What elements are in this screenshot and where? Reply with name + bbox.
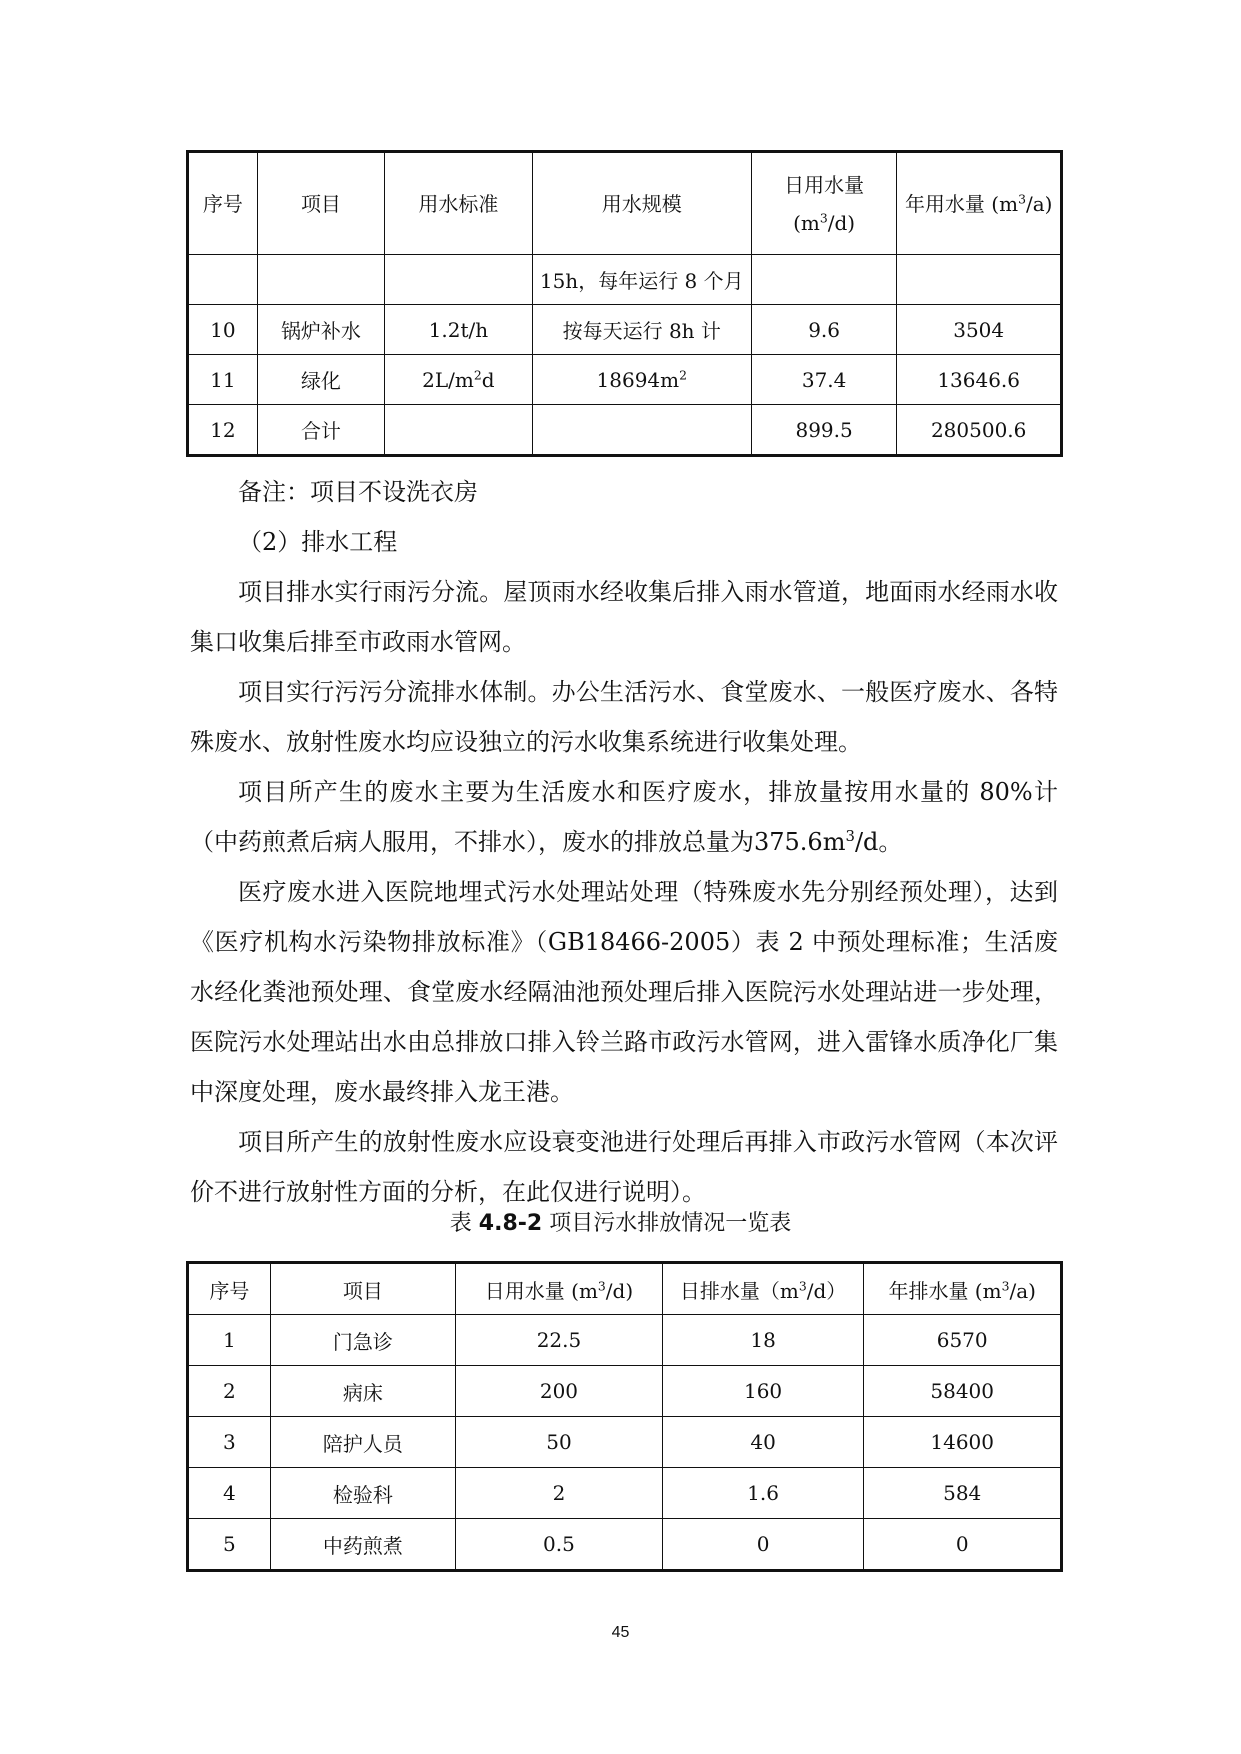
table-row (188, 405, 1062, 456)
cell-item: 中药煎煮 (270, 1519, 455, 1571)
cell-daily-discharge: 0 (662, 1519, 864, 1571)
table-row (188, 255, 1062, 305)
cell-annual-discharge: 6570 (864, 1315, 1062, 1366)
cell-annual: 280500.6 (897, 405, 1062, 456)
cell-scale: 15h，每年运行 8 个月 (532, 255, 751, 305)
cell-daily-use: 22.5 (456, 1315, 663, 1366)
table-caption (0, 1210, 1241, 1238)
table-row (188, 1315, 1062, 1366)
cell-daily-discharge: 160 (662, 1366, 864, 1417)
cell-daily: 9.6 (751, 305, 897, 355)
cell-daily-discharge: 40 (662, 1417, 864, 1468)
cell-daily-use: 0.5 (456, 1519, 663, 1571)
paragraph-rainwater: 项目排水实行雨污分流。屋顶雨水经收集后排入雨水管道，地面雨水经雨水收集口收集后排至市政雨水管网。 (190, 578, 1058, 656)
table-row (188, 305, 1062, 355)
cell-annual-discharge: 0 (864, 1519, 1062, 1571)
cell-item: 合计 (257, 405, 384, 456)
cell-annual: 3504 (897, 305, 1062, 355)
page-number: 45 (611, 1624, 630, 1641)
cell-daily: 37.4 (751, 355, 897, 405)
cell-no: 2 (188, 1366, 271, 1417)
cell-item: 检验科 (270, 1468, 455, 1519)
cell-scale: 按每天运行 8h 计 (532, 305, 751, 355)
cell-daily-discharge: 1.6 (662, 1468, 864, 1519)
cell-item: 门急诊 (270, 1315, 455, 1366)
cell-no: 4 (188, 1468, 271, 1519)
table-header-row (188, 152, 1062, 255)
header-standard: 用水标准 (385, 152, 533, 255)
table-row (188, 1468, 1062, 1519)
paragraph-separation: 项目实行污污分流排水体制。办公生活污水、食堂废水、一般医疗废水、各特殊废水、放射性废水均应设独立的污水收集系统进行收集处理。 (190, 678, 1058, 756)
cell-daily-use: 50 (456, 1417, 663, 1468)
table-header-row (188, 1263, 1062, 1315)
cell-no: 12 (188, 405, 258, 456)
cell-standard (385, 255, 533, 305)
cell-scale: $18694m^2$ (532, 355, 751, 405)
header-daily-discharge: 日排水量$(m^3/d)$ (662, 1263, 864, 1315)
header-item: 项目 (257, 152, 384, 255)
paragraph-treatment: 医疗废水进入医院地埋式污水处理站处理（特殊废水先分别经预处理），达到《医疗机构水污染物排放标准》（GB18466-2005）表 2 中预处理标准；生活废水经化粪池预处理、食堂废水经隔油池预处理后排入医院污水处理站进一步处理，医院污水处理站出水由总排放口排入铃兰路市政污水管网，进入雷锋水质净化厂集中深度处理，废水最终排入龙王港。 (190, 878, 1058, 1106)
cell-annual-discharge: 58400 (864, 1366, 1062, 1417)
cell-standard: 1.2t/h (385, 305, 533, 355)
cell-no: 1 (188, 1315, 271, 1366)
cell-daily-use: 2 (456, 1468, 663, 1519)
header-no: 序号 (188, 1263, 271, 1315)
paragraph-radioactive: 项目所产生的放射性废水应设衰变池进行处理后再排入市政污水管网（本次评价不进行放射性方面的分析，在此仅进行说明）。 (190, 1128, 1058, 1206)
cell-daily-use: 200 (456, 1366, 663, 1417)
cell-daily: 899.5 (751, 405, 897, 456)
cell-scale (532, 405, 751, 456)
cell-item: 锅炉补水 (257, 305, 384, 355)
header-daily-line2: $(m^3/d)$ (793, 209, 856, 235)
note-text (190, 467, 1058, 1217)
cell-annual (897, 255, 1062, 305)
header-daily (751, 152, 897, 255)
cell-standard: $2L/m^2d$ (385, 355, 533, 405)
cell-annual: 13646.6 (897, 355, 1062, 405)
table-row (188, 1417, 1062, 1468)
table-row (188, 1366, 1062, 1417)
cell-item: 陪护人员 (270, 1417, 455, 1468)
table-row (188, 355, 1062, 405)
cell-daily (751, 255, 897, 305)
wastewater-table (186, 1261, 1063, 1572)
note-line: 备注：项目不设洗衣房 (238, 478, 478, 506)
paragraph-discharge-volume: 项目所产生的废水主要为生活废水和医疗废水，排放量按用水量的 80%计（中药煎煮后病人服用，不排水），废水的排放总量为$375.6m^3/d$。 (190, 778, 1058, 856)
header-item: 项目 (270, 1263, 455, 1315)
cell-daily-discharge: 18 (662, 1315, 864, 1366)
cell-no (188, 255, 258, 305)
header-daily-use: 日用水量 $(m^3/d)$ (456, 1263, 663, 1315)
caption-title: 项目污水排放情况一览表 (549, 1211, 792, 1236)
header-scale: 用水规模 (532, 152, 751, 255)
cell-standard (385, 405, 533, 456)
header-annual: 年用水量 $(m^3/a)$ (897, 152, 1062, 255)
caption-number: 4.8-2 (478, 1211, 543, 1236)
cell-annual-discharge: 584 (864, 1468, 1062, 1519)
caption-prefix: 表 (449, 1211, 479, 1236)
cell-item (257, 255, 384, 305)
water-use-table (186, 150, 1063, 457)
cell-no: 11 (188, 355, 258, 405)
cell-no: 10 (188, 305, 258, 355)
cell-item: 绿化 (257, 355, 384, 405)
header-no: 序号 (188, 152, 258, 255)
header-annual-discharge: 年排水量 $(m^3/a)$ (864, 1263, 1062, 1315)
section-heading: （2）排水工程 (238, 528, 398, 556)
cell-no: 3 (188, 1417, 271, 1468)
cell-annual-discharge: 14600 (864, 1417, 1062, 1468)
cell-no: 5 (188, 1519, 271, 1571)
header-daily-line1: 日用水量 (784, 172, 865, 197)
cell-item: 病床 (270, 1366, 455, 1417)
table-row (188, 1519, 1062, 1571)
